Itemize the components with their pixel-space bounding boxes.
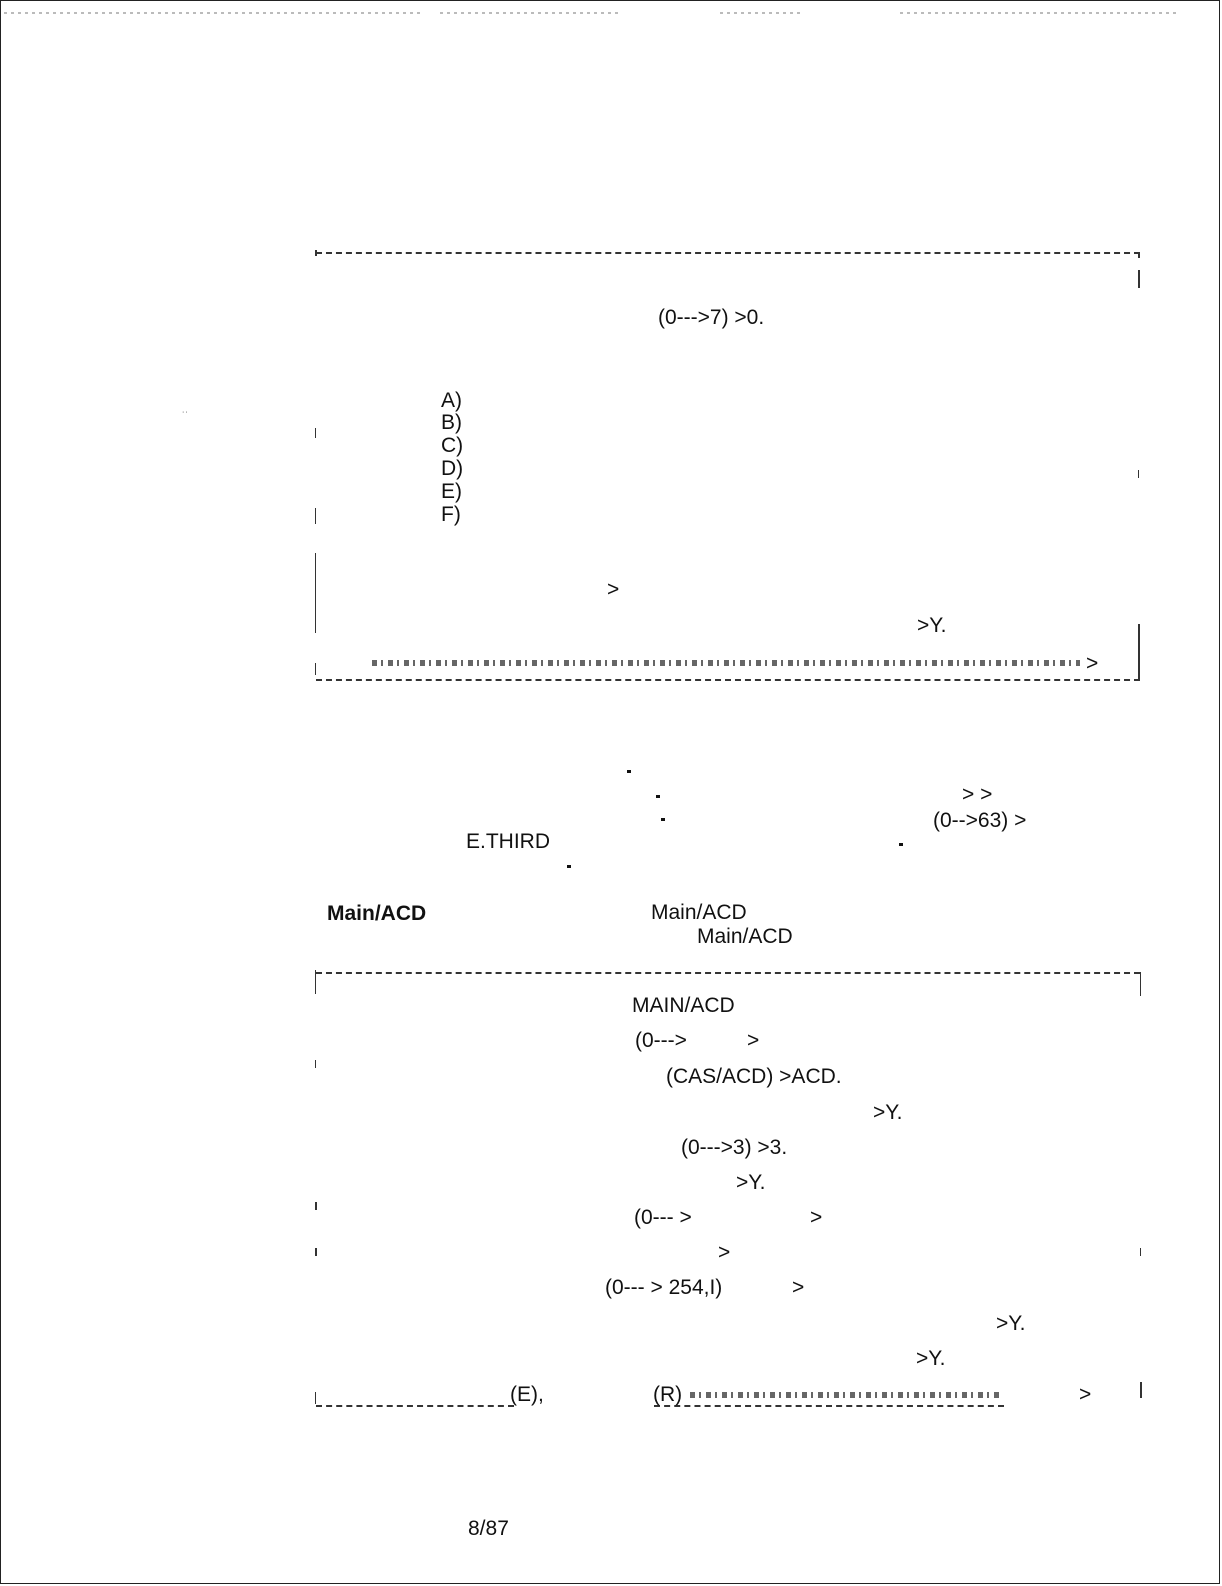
garbled-end-prompt (372, 660, 1080, 666)
stray-mark: ˙˙ (182, 411, 189, 422)
row-7-arrow: > (718, 1241, 731, 1264)
row-4-range: (0--->3) >3. (681, 1136, 788, 1159)
mid-range: (0-->63) > (933, 809, 1027, 832)
row-2-cas-acd: (CAS/ACD) >ACD. (666, 1065, 842, 1088)
section-heading: Main/ACD (327, 902, 427, 925)
end-arrow: > (1086, 652, 1099, 675)
option-b: B) (441, 411, 462, 434)
mid-arrows: > > (962, 783, 993, 806)
row-1-range: (0---> (635, 1029, 687, 1052)
stray-dot (661, 818, 665, 821)
footer-option-e: (E), (510, 1383, 544, 1406)
row-6-range: (0--- > (634, 1206, 692, 1229)
footer-option-r: (R) (653, 1383, 683, 1406)
stray-dot (567, 865, 571, 868)
option-e: E) (441, 480, 462, 503)
prompt-arrow: > (607, 578, 620, 601)
section-label-2: Main/ACD (697, 925, 793, 948)
scan-noise-top (0, 4, 1222, 24)
row-9-yes: >Y. (996, 1312, 1026, 1335)
row-8-arrow: > (792, 1276, 805, 1299)
stray-dot (627, 770, 631, 773)
row-3-yes: >Y. (873, 1101, 903, 1124)
screen2-title: MAIN/ACD (632, 994, 735, 1017)
range-prompt: (0--->7) >0. (658, 306, 765, 329)
third-label: E.THIRD (466, 830, 550, 853)
row-5-yes: >Y. (736, 1171, 766, 1194)
option-f: F) (441, 503, 461, 526)
row-10-yes: >Y. (916, 1347, 946, 1370)
page-date: 8/87 (468, 1517, 509, 1540)
option-a: A) (441, 389, 462, 412)
row-1-arrow: > (747, 1029, 760, 1052)
confirm-yes: >Y. (917, 614, 947, 637)
footer-arrow: > (1079, 1383, 1092, 1406)
option-c: C) (441, 434, 464, 457)
stray-dot (656, 795, 660, 798)
garbled-transaction-prompt (690, 1392, 1002, 1398)
option-d: D) (441, 457, 464, 480)
row-8-range: (0--- > 254,I) (605, 1276, 723, 1299)
stray-dot (899, 843, 903, 846)
section-label-1: Main/ACD (651, 901, 747, 924)
row-6-arrow: > (810, 1206, 823, 1229)
